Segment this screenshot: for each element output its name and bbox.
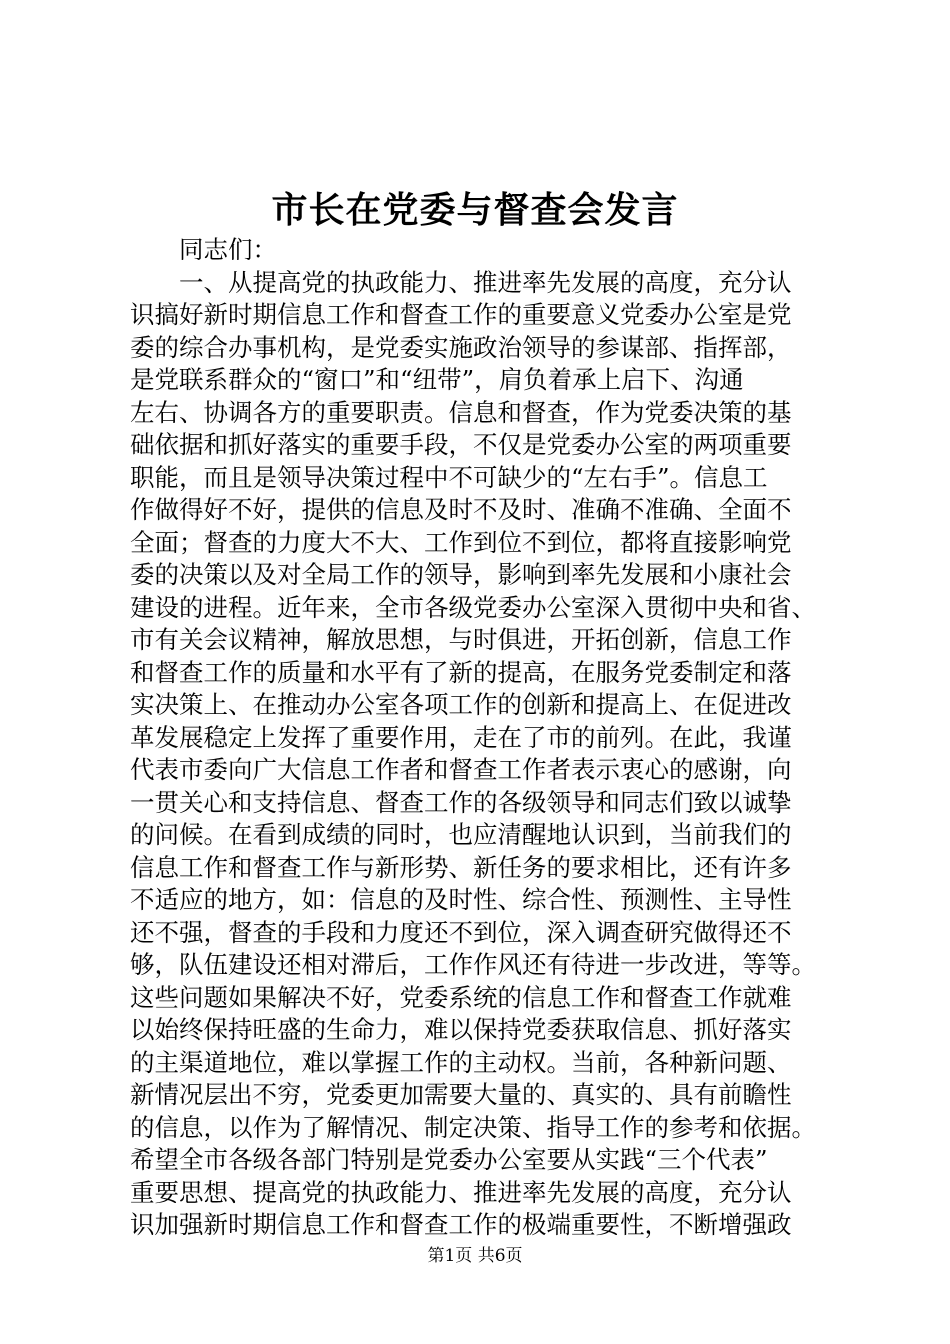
body-line: 的主渠道地位，难以掌握工作的主动权。当前，各种新问题、 <box>130 1047 792 1077</box>
body-line: 全面；督查的力度大不大、工作到位不到位，都将直接影响党 <box>130 527 792 557</box>
body-line: 代表市委向广大信息工作者和督查工作者表示衷心的感谢，向 <box>130 755 792 784</box>
body-line: 以始终保持旺盛的生命力，难以保持党委获取信息、抓好落实 <box>130 1015 792 1044</box>
body-line: 信息工作和督查工作与新形势、新任务的要求相比，还有许多 <box>130 852 792 882</box>
body-line: 一贯关心和支持信息、督查工作的各级领导和同志们致以诚挚 <box>130 787 792 817</box>
body-line: 不适应的地方，如：信息的及时性、综合性、预测性、主导性 <box>130 885 792 914</box>
body-line: 这些问题如果解决不好，党委系统的信息工作和督查工作就难 <box>130 982 792 1012</box>
body-line: 的信息，以作为了解情况、制定决策、指导工作的参考和依据。 <box>130 1112 816 1142</box>
page-footer: 第1页 共6页 <box>427 1246 523 1266</box>
body-line: 左右、协调各方的重要职责。信息和督查，作为党委决策的基 <box>130 397 792 427</box>
body-line: 础依据和抓好落实的重要手段，不仅是党委办公室的两项重要 <box>130 430 792 459</box>
body-line: 和督查工作的质量和水平有了新的提高，在服务党委制定和落 <box>130 657 792 687</box>
body-line: 一、从提高党的执政能力、推进率先发展的高度，充分认 <box>130 267 792 297</box>
body-line: 作做得好不好，提供的信息及时不及时、准确不准确、全面不 <box>130 495 792 524</box>
body-line: 委的综合办事机构，是党委实施政治领导的参谋部、指挥部， <box>130 332 792 362</box>
body-line: 职能，而且是领导决策过程中不可缺少的“左右手”。信息工 <box>130 462 768 492</box>
body-line: 市有关会议精神，解放思想，与时俱进，开拓创新，信息工作 <box>130 625 792 654</box>
body-line: 希望全市各级各部门特别是党委办公室要从实践“三个代表” <box>130 1145 768 1174</box>
body-line: 识搞好新时期信息工作和督查工作的重要意义党委办公室是党 <box>130 300 792 329</box>
body-line: 识加强新时期信息工作和督查工作的极端重要性，不断增强政 <box>130 1210 792 1239</box>
body-line: 够，队伍建设还相对滞后，工作作风还有待进一步改进，等等。 <box>130 950 816 979</box>
body-line: 还不强，督查的手段和力度还不到位，深入调查研究做得还不 <box>130 917 792 947</box>
body-line: 是党联系群众的“窗口”和“纽带”，肩负着承上启下、沟通 <box>130 365 744 394</box>
body-line: 新情况层出不穷，党委更加需要大量的、真实的、具有前瞻性 <box>130 1080 792 1109</box>
body-line: 建设的进程。近年来，全市各级党委办公室深入贯彻中央和省、 <box>130 592 816 622</box>
body-line: 的问候。在看到成绩的同时，也应清醒地认识到，当前我们的 <box>130 820 792 849</box>
document-title: 市长在党委与督查会发言 <box>271 189 679 231</box>
body-line: 委的决策以及对全局工作的领导，影响到率先发展和小康社会 <box>130 560 792 589</box>
body-line: 实决策上、在推动办公室各项工作的创新和提高上、在促进改 <box>130 690 792 719</box>
body-line: 革发展稳定上发挥了重要作用，走在了市的前列。在此，我谨 <box>130 722 792 752</box>
body-line: 同志们： <box>130 235 277 264</box>
document-body <box>130 234 850 1242</box>
body-line: 重要思想、提高党的执政能力、推进率先发展的高度，充分认 <box>130 1177 792 1207</box>
